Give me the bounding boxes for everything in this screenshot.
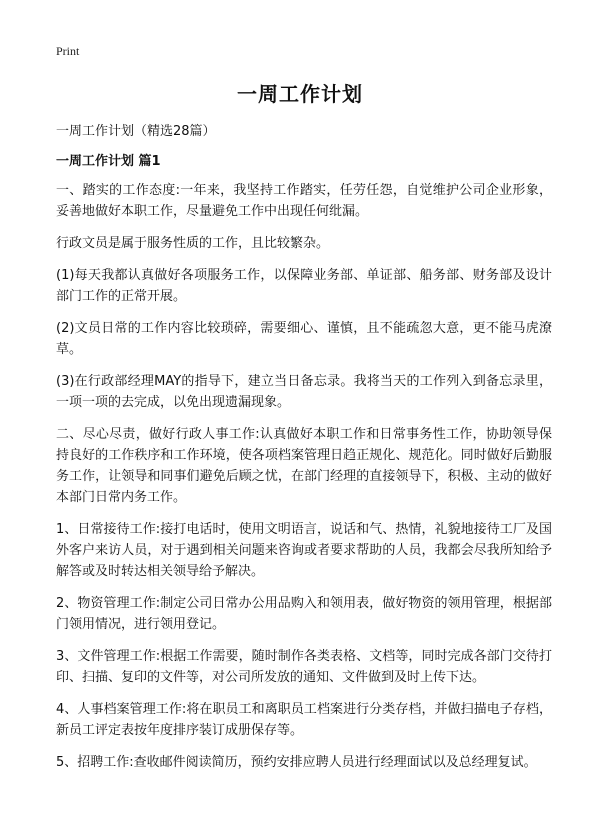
paragraph: (2)文员日常的工作内容比较琐碎，需要细心、谨慎，且不能疏忽大意，更不能马虎潦草。 [56,321,552,357]
document-subtitle: 一周工作计划（精选28篇） [56,124,216,139]
paragraph: 2、物资管理工作:制定公司日常办公用品购入和领用表，做好物资的领用管理，根据部门领用情况，进行领用登记。 [56,596,552,632]
print-label: Print [56,44,80,58]
paragraph: 1、日常接待工作:接打电话时，使用文明语言，说话和气、热情，礼貌地接待工厂及国外客户来访人员，对于遇到相关问题来咨询或者要求帮助的人员，我都会尽我所知给予解答或及时转达相关领导给予解决。 [56,522,552,579]
paragraph: 行政文员是属于服务性质的工作，且比较繁杂。 [56,236,330,251]
paragraph: (3)在行政部经理MAY的指导下，建立当日备忘录。我将当天的工作列入到备忘录里，一项一项的去完成，以免出现遗漏现象。 [56,374,552,410]
paragraph: 二、尽心尽责，做好行政人事工作:认真做好本职工作和日常事务性工作，协助领导保持良好的工作秩序和工作环境，使各项档案管理日趋正规化、规范化。同时做好后勤服务工作，让领导和同事们避免后顾之忧，在部门经理的直接领导下，积极、主动的做好本部门日常内务工作。 [56,427,552,505]
paragraph: 5、招聘工作:查收邮件阅读简历，预约安排应聘人员进行经理面试以及总经理复试。 [56,755,537,770]
section-heading: 一周工作计划 篇1 [56,154,161,169]
document-title: 一周工作计划 [237,82,363,106]
paragraph: 4、人事档案管理工作:将在职员工和离职员工档案进行分类存档，并做扫描电子存档，新员工评定表按年度排序装订成册保存等。 [56,702,552,738]
paragraph: (1)每天我都认真做好各项服务工作，以保障业务部、单证部、船务部、财务部及设计部门工作的正常开展。 [56,268,552,304]
document-body [56,180,552,784]
paragraph: 一、踏实的工作态度:一年来，我坚持工作踏实，任劳任怨，自觉维护公司企业形象，妥善地做好本职工作，尽量避免工作中出现任何纰漏。 [56,183,552,219]
paragraph: 3、文件管理工作:根据工作需要，随时制作各类表格、文档等，同时完成各部门交待打印、扫描、复印的文件等，对公司所发放的通知、文件做到及时上传下达。 [56,649,552,685]
